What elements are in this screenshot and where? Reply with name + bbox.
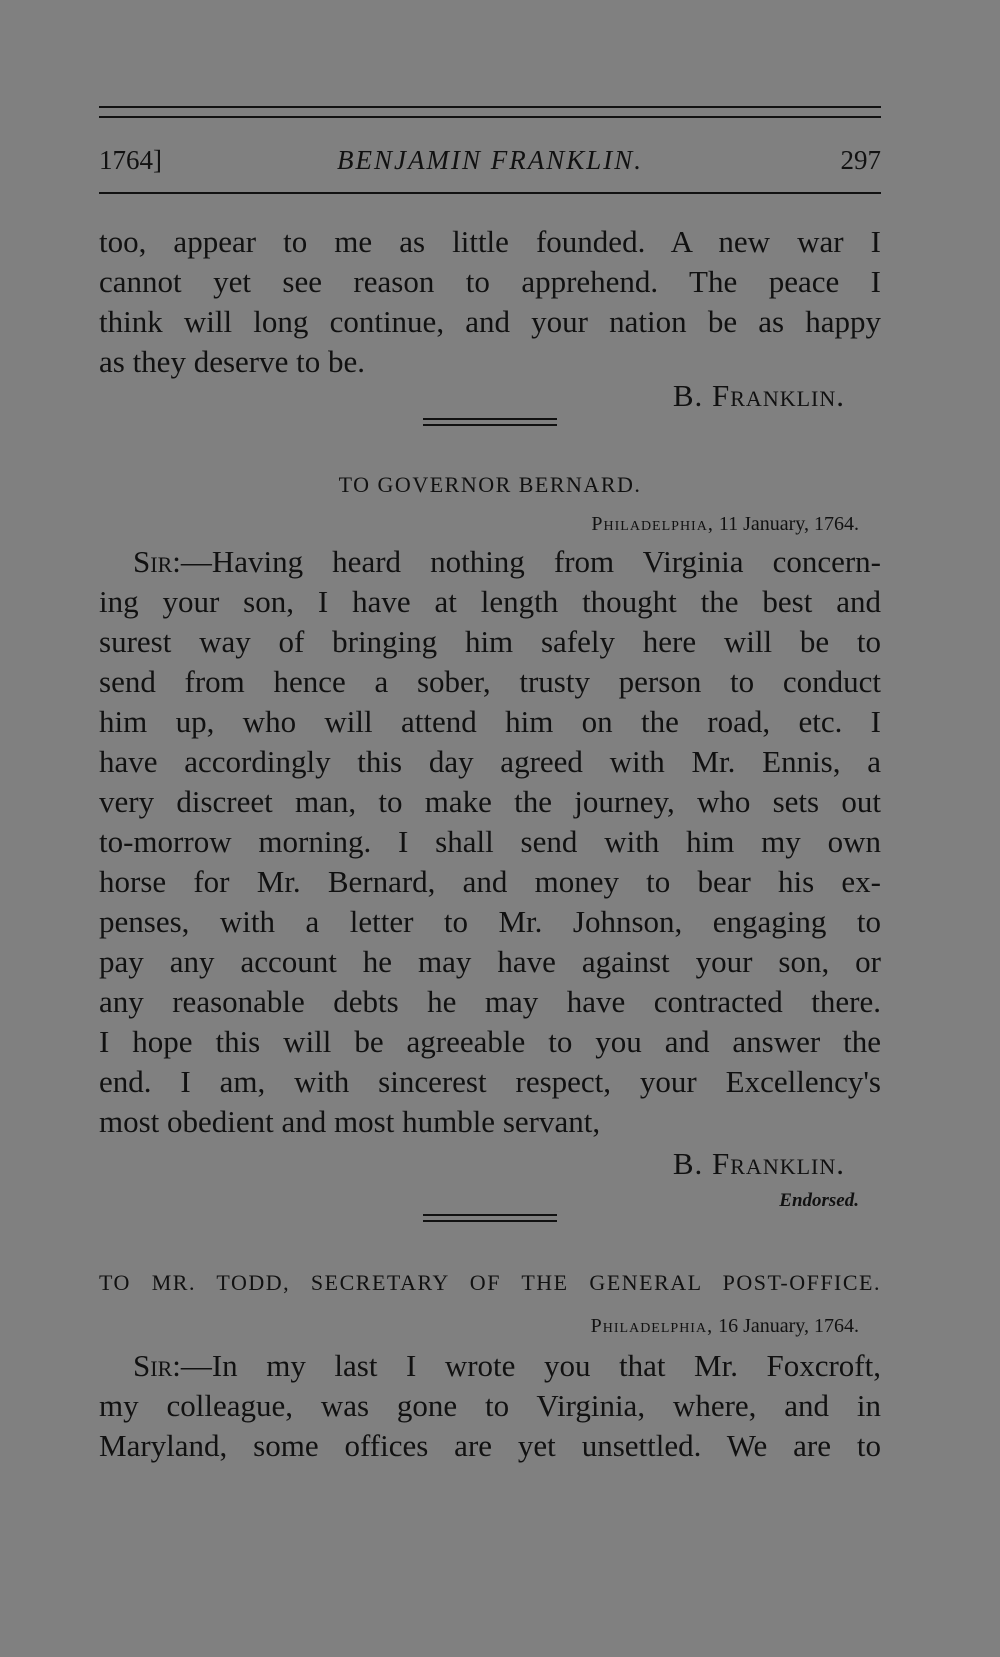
dateline-date: 11 January, 1764.: [718, 513, 859, 535]
letter-body: [99, 1346, 881, 1466]
salutation: Sir: [133, 544, 173, 579]
text-line: surest way of bringing him safely here will be to: [99, 624, 881, 659]
text-line: penses, with a letter to Mr. Johnson, engaging to: [99, 904, 881, 939]
opening-paragraph: [99, 222, 881, 382]
running-head-title: BENJAMIN FRANKLIN.: [337, 145, 643, 175]
text-line: to-morrow morning. I shall send with him my own: [99, 824, 881, 859]
signature-surname: Franklin.: [712, 1146, 845, 1181]
letter-body: [99, 542, 881, 1142]
text-line: my colleague, was gone to Virginia, where, and in: [99, 1388, 881, 1423]
text-line: Maryland, some offices are yet unsettled. We are to: [99, 1428, 881, 1463]
text-line: as they deserve to be.: [99, 344, 365, 379]
signature-initial: B.: [672, 378, 704, 413]
text-line: pay any account he may have against your son, or: [99, 944, 881, 979]
text-line-content: :—Having heard nothing from Virginia concern-: [172, 544, 881, 579]
salutation: Sir: [133, 1348, 173, 1383]
text-line: think will long continue, and your nation be as happy: [99, 304, 881, 339]
text-line: end. I am, with sincerest respect, your Excellency's: [99, 1064, 881, 1099]
section-divider: [423, 418, 557, 426]
text-line: send from hence a sober, trusty person to conduct: [99, 664, 881, 699]
letter-heading: TO GOVERNOR BERNARD.: [338, 472, 642, 497]
top-double-rule: [99, 106, 881, 118]
text-line: very discreet man, to make the journey, who sets out: [99, 784, 881, 819]
text-line: horse for Mr. Bernard, and money to bear his ex-: [99, 864, 881, 899]
endorsed-note: Endorsed.: [779, 1190, 859, 1211]
text-line: cannot yet see reason to apprehend. The peace I: [99, 264, 881, 299]
text-line: him up, who will attend him on the road, etc. I: [99, 704, 881, 739]
dateline: [591, 510, 859, 538]
signature: [673, 1144, 845, 1184]
dateline-place: Philadelphia,: [591, 513, 714, 535]
text-line: [99, 1346, 881, 1386]
dateline: [591, 1312, 859, 1340]
text-line: [99, 542, 881, 582]
dateline-date: 16 January, 1764.: [718, 1315, 859, 1337]
signature: [673, 376, 845, 416]
signature-initial: B.: [672, 1146, 704, 1181]
text-line: have accordingly this day agreed with Mr. Ennis, a: [99, 744, 881, 779]
text-line: ing your son, I have at length thought the best and: [99, 584, 881, 619]
text-line: I hope this will be agreeable to you and answer the: [99, 1024, 881, 1059]
page-number: 297: [840, 145, 881, 175]
text-line: most obedient and most humble servant,: [99, 1104, 601, 1139]
text-line: any reasonable debts he may have contracted there.: [99, 984, 881, 1019]
dateline-place: Philadelphia,: [590, 1315, 714, 1337]
signature-surname: Franklin.: [712, 378, 845, 413]
running-head-year: 1764]: [99, 145, 162, 175]
section-divider: [423, 1214, 557, 1222]
text-line-content: :—In my last I wrote you that Mr. Foxcroft,: [172, 1348, 881, 1383]
book-page: [99, 0, 881, 1657]
text-line: too, appear to me as little founded. A new war I: [99, 224, 881, 259]
running-head-rule: [99, 192, 881, 194]
running-head: [99, 140, 881, 180]
letter-heading: TO MR. TODD, SECRETARY OF THE GENERAL POST-OFFICE.: [99, 1270, 881, 1295]
